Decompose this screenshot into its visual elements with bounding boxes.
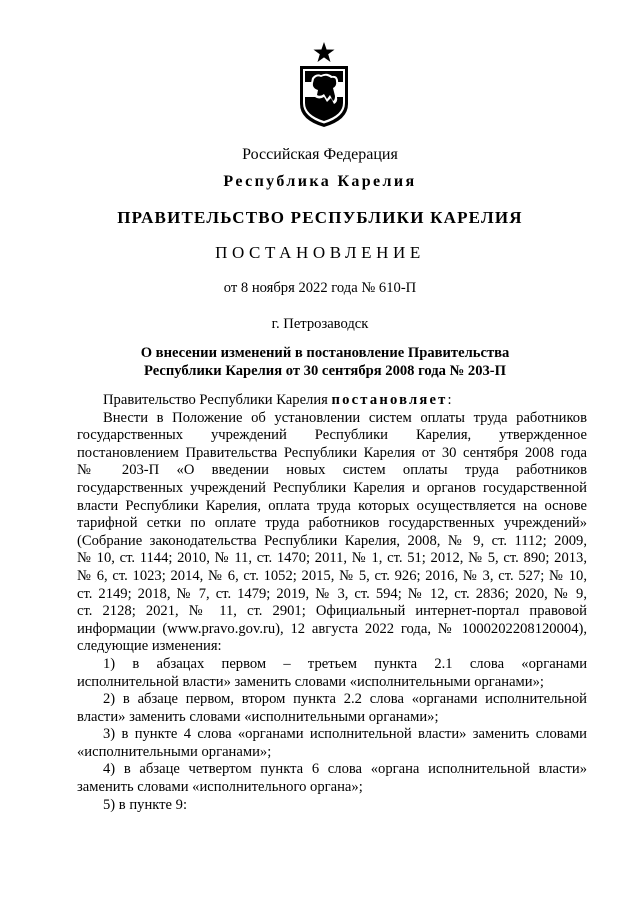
body-line: № 6, ст. 1023; 2014, № 6, ст. 1052; 2015, № 5, ст. 926; 2016, № 3, ст. 527; № 10, <box>77 567 587 584</box>
body-line: власти» заменить словами «исполнительными органами»; <box>77 708 439 725</box>
title-line: О внесении изменений в постановление Правительства <box>140 345 510 361</box>
country-name: Российская Федерация <box>242 146 398 163</box>
body-line: тарифной сетки по оплате труда работников государственных учреждений» <box>77 515 587 532</box>
body-line: информации (www.pravo.gov.ru), 12 августа 2022 года, № 1000202208120004), <box>77 620 587 637</box>
city: г. Петрозаводск <box>271 316 369 332</box>
document-title <box>120 344 530 380</box>
body-line: 4) в абзаце четвертом пункта 6 слова «органа исполнительной власти» <box>103 761 587 778</box>
body-line: государственных учреждений Республики Карелия и органов государственной <box>77 479 587 496</box>
body-line: государственных учреждений Республики Карелия, утвержденное <box>77 427 587 444</box>
body-line: ст. 2128; 2021, № 11, ст. 2901; Официальный интернет-портал правовой <box>77 603 587 620</box>
document-body <box>77 392 587 814</box>
republic-name: Республика Карелия <box>223 173 417 190</box>
karelia-coat-of-arms-emblem <box>294 42 354 128</box>
date-number: от 8 ноября 2022 года № 610-П <box>223 280 417 296</box>
body-line: власти Республики Карелия, оплата труда которых осуществляется на основе <box>77 497 587 514</box>
body-line: 3) в пункте 4 слова «органами исполнительной власти» заменить словами <box>103 726 587 743</box>
title-line: Республики Карелия от 30 сентября 2008 года № 203-П <box>143 363 507 379</box>
body-line: следующие изменения: <box>77 638 222 655</box>
document-type: ПОСТАНОВЛЕНИЕ <box>215 243 425 262</box>
body-line: исполнительной власти» заменить словами «исполнительными органами»; <box>77 673 544 690</box>
body-line: ст. 2149; 2018, № 7, ст. 1479; 2019, № 3, ст. 594; № 12, ст. 2836; 2020, № 9, <box>77 585 587 602</box>
body-line: постановлением Правительства Республики Карелия от 30 сентября 2008 года <box>77 444 587 461</box>
body-line: 5) в пункте 9: <box>103 796 188 813</box>
body-line: «исполнительными органами»; <box>77 743 272 760</box>
intro-prefix: Правительство Республики Карелия <box>103 392 332 408</box>
body-line: (Собрание законодательства Республики Карелия, 2008, № 9, ст. 1112; 2009, <box>77 532 587 549</box>
body-line: заменить словами «исполнительного органа»; <box>77 779 363 796</box>
intro-keyword: постановляет <box>331 392 448 408</box>
intro-suffix: : <box>447 392 452 408</box>
body-line: № 10, ст. 1144; 2010, № 11, ст. 1470; 2011, № 1, ст. 51; 2012, № 5, ст. 890; 2013, <box>77 550 587 567</box>
government-name: ПРАВИТЕЛЬСТВО РЕСПУБЛИКИ КАРЕЛИЯ <box>117 208 523 227</box>
body-line: 1) в абзацах первом – третьем пункта 2.1 слова «органами <box>103 655 587 672</box>
body-line: Внести в Положение об установлении систем оплаты труда работников <box>103 409 587 426</box>
body-line: № 203-П «О введении новых систем оплаты труда работников <box>77 462 587 479</box>
intro-line <box>77 392 587 410</box>
body-line: 2) в абзаце первом, втором пункта 2.2 слова «органами исполнительной <box>103 691 587 708</box>
